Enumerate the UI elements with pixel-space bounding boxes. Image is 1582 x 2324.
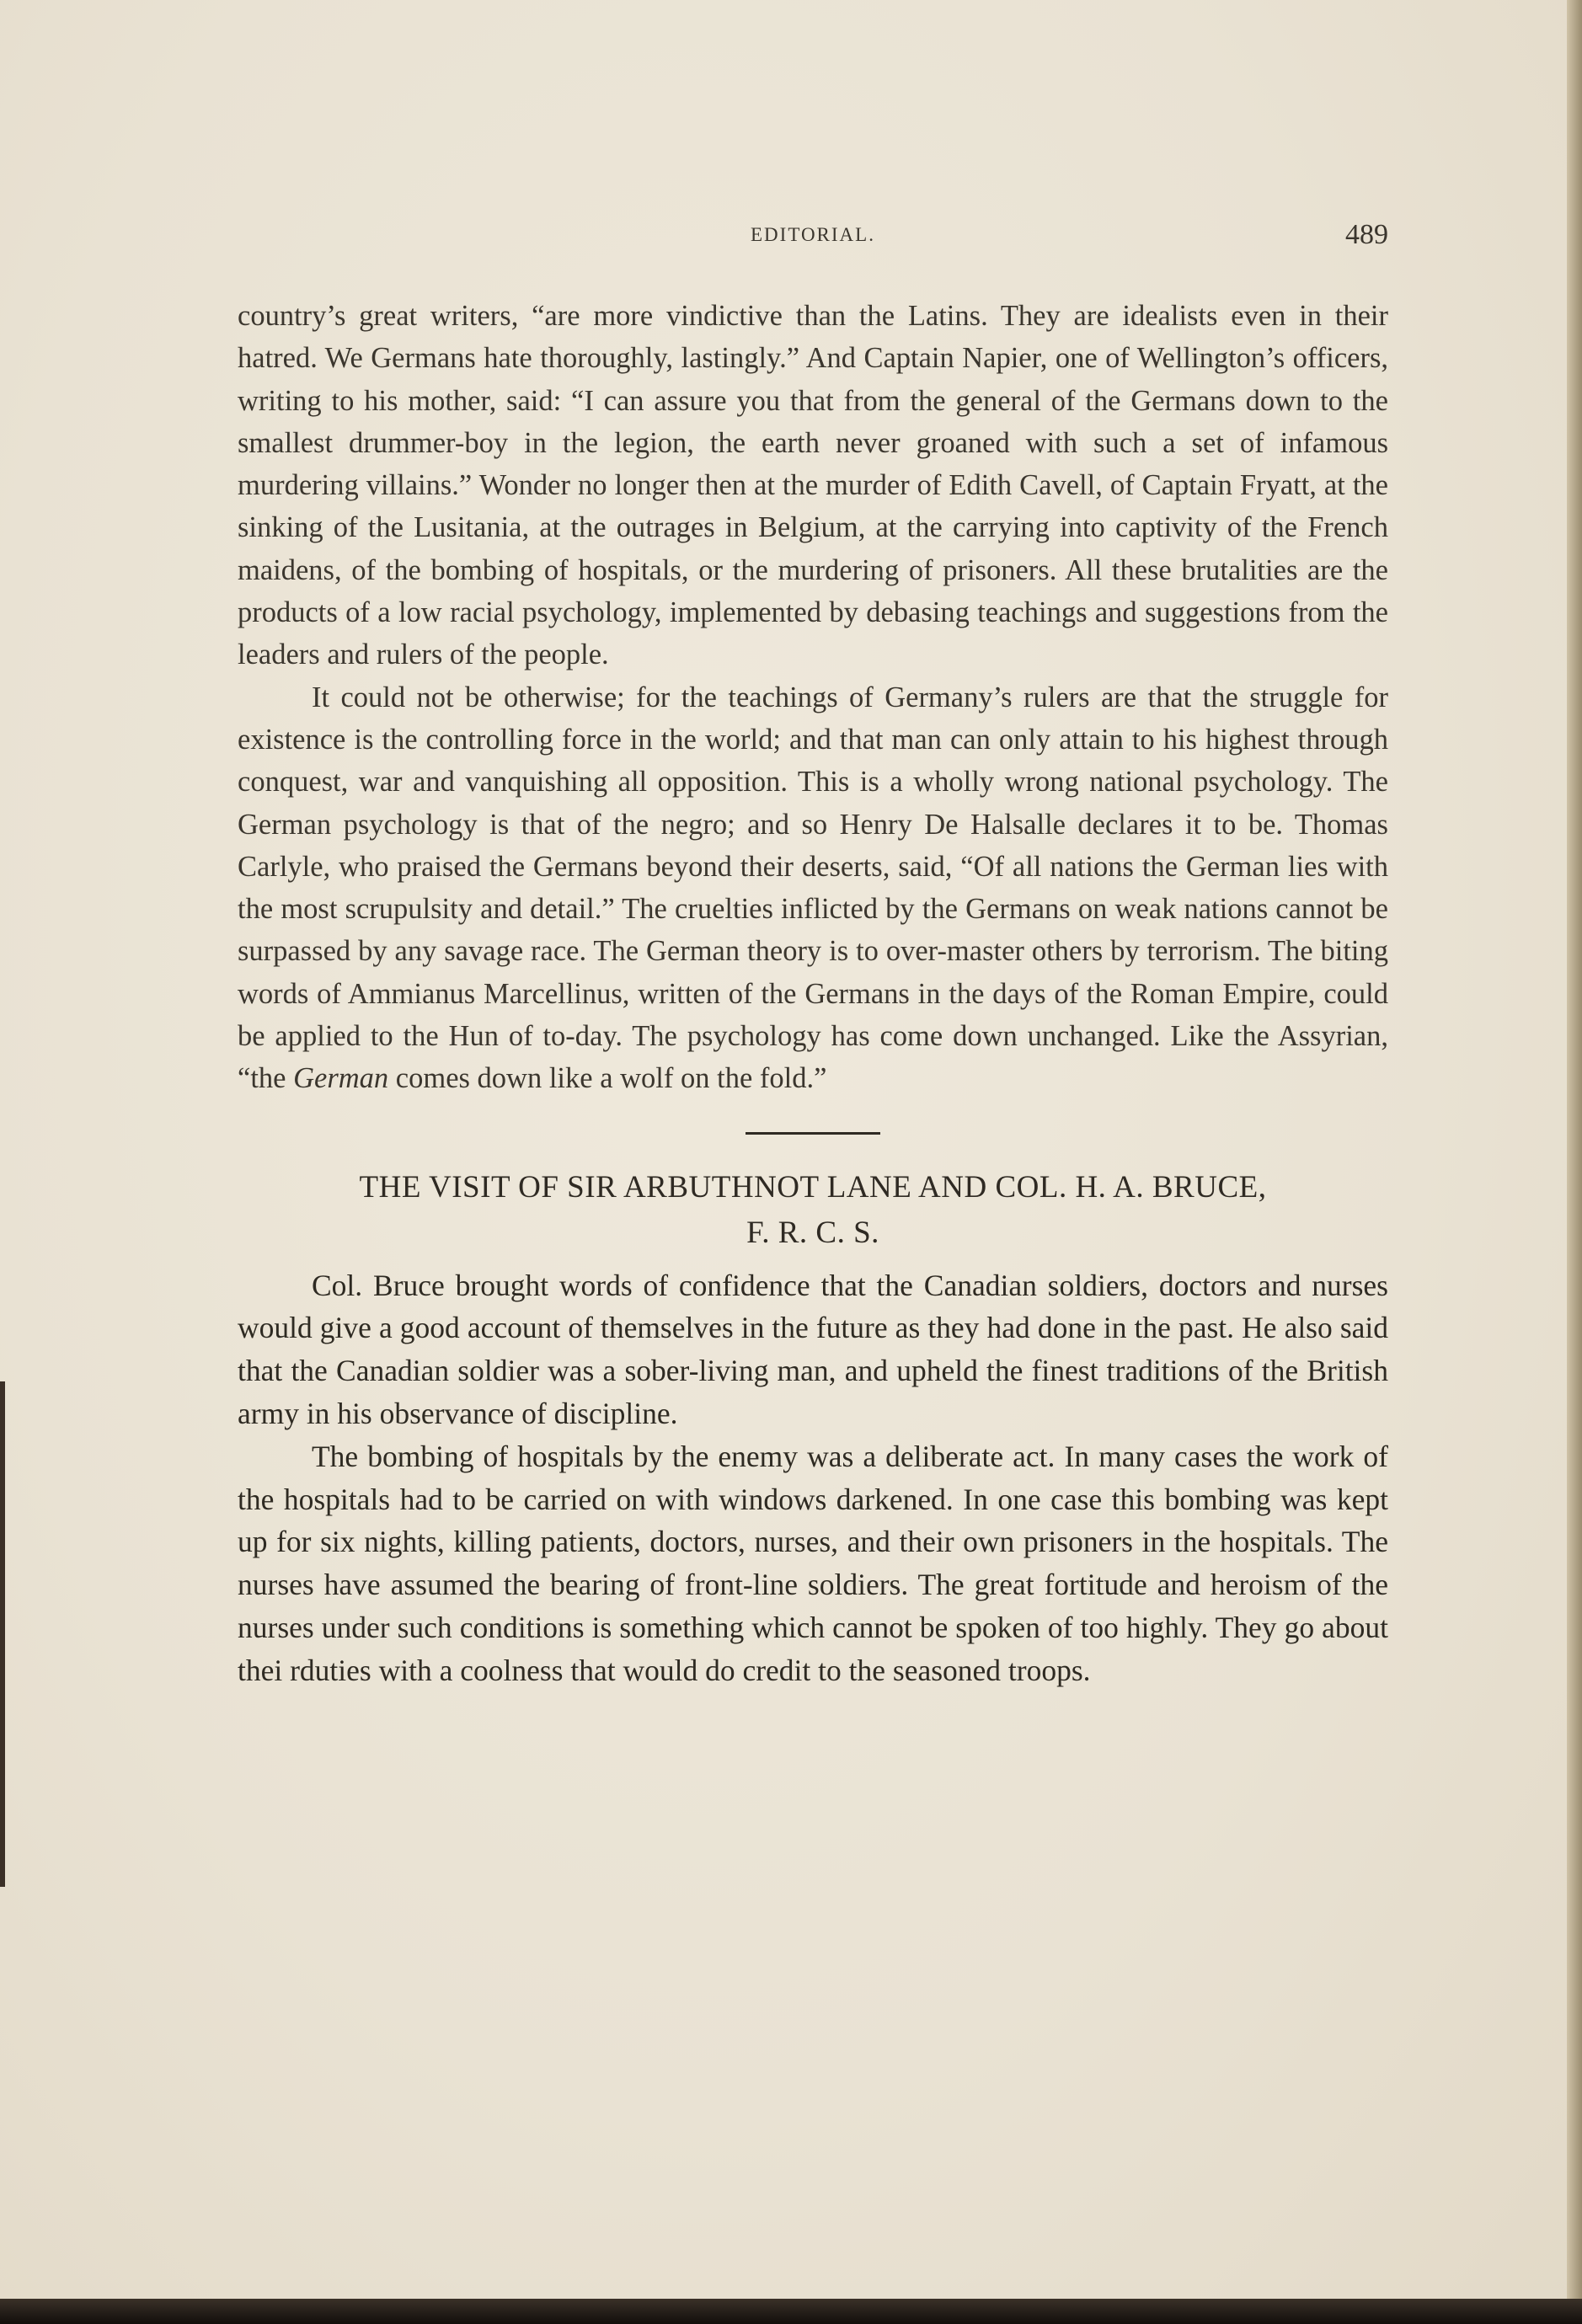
paragraph: country’s great writers, “are more vindictive than the Latins. They are idealists even in their hatred. We Germans hate thoroughly, lastingly.” And Captain Napier, one of Wellington’s officers, writing to his mother, said: “I can assure you that from the general of the Germans down to the smallest drummer-boy in the legion, the earth never groaned with such a set of infamous murdering villains.” Wonder no longer then at the murder of Edith Cavell, of Captain Fryatt, at the sinking of the Lusitania, at the outrages in Belgium, at the carrying into captivity of the French maidens, of the bombing of hospitals, or the murdering of prisoners. All these brutalities are the products of a low racial psychology, implemented by debasing teachings and suggestions from the leaders and rulers of the people. [238,300,1388,671]
article-body [238,295,1388,1692]
paragraph: Col. Bruce brought words of confidence that the Canadian soldiers, doctors and nurses would give a good account of themselves in the future as they had done in the past. He also said that the Canadian soldier was a sober-living man, and upheld the finest traditions of the British army in his observance of discipline. [238,1268,1388,1431]
section-divider [746,1132,880,1135]
italic-text: German [293,1062,389,1095]
page-number: 489 [1345,219,1388,250]
section-title-line: F. R. C. S. [746,1215,879,1250]
section-title [238,1165,1388,1256]
paragraph [238,676,1388,1100]
paragraph-text: It could not be otherwise; for the teachings of Germany’s rulers are that the struggle for existence is the controlling force in the world; and that man can only attain to his highest through conquest, war and vanquishing all opposition. This is a wholly wrong national psychology. The German psychology is that of the negro; and so Henry De Halsalle declares it to be. Thomas Carlyle, who praised the Germans beyond their deserts, said, “Of all nations the German lies with the most scrupulsity and detail.” The cruelties inflicted by the Germans on weak nations cannot be surpassed by any savage race. The German theory is to over-master others by terrorism. The biting words of Ammianus Marcellinus, written of the Germans in the days of the Roman Empire, could be applied to the Hun of to-day. The psychology has come down unchanged. Like the Assyrian, “the [238,681,1388,1095]
page-bottom-shadow [0,2299,1582,2324]
page-edge-shadow [1567,0,1582,2324]
running-head: EDITORIAL. [751,224,875,245]
paragraph: The bombing of hospitals by the enemy was a deliberate act. In many cases the work of the hospitals had to be carried on with windows darkened. In one case this bombing was kept up for six nights, killing patients, doctors, nurses, and their own prisoners in the hospitals. The nurses have assumed the bearing of front-line soldiers. The great fortitude and heroism of the nurses under such conditions is something which cannot be spoken of too highly. They go about thei rduties with a coolness that would do credit to the seasoned troops. [238,1439,1388,1687]
binding-edge [0,1381,5,1887]
section-title-line: THE VISIT OF SIR ARBUTHNOT LANE AND COL. H. A. BRUCE, [359,1169,1267,1205]
paragraph-text: comes down like a wolf on the fold.” [388,1062,827,1095]
section-visit [238,1165,1388,1692]
page-header [238,217,1388,259]
